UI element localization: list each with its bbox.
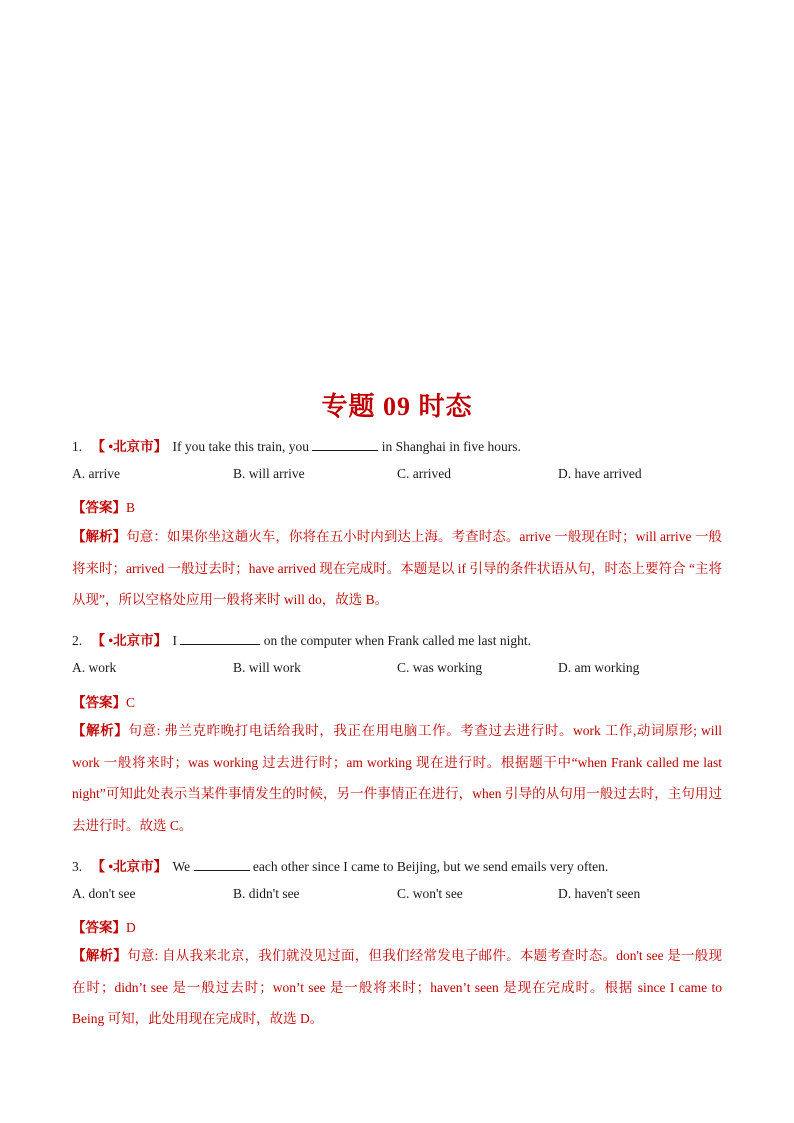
question-3-stem — [72, 855, 608, 875]
option-c: C. won't see — [397, 886, 463, 901]
question-text-after: on the computer when Frank called me last night. — [263, 633, 532, 648]
option-d: D. have arrived — [558, 466, 642, 481]
answer-blank — [180, 632, 260, 645]
answer-value: D — [126, 920, 136, 935]
option-b: B. will arrive — [233, 466, 305, 481]
question-source: 【 •北京市】 — [91, 859, 168, 874]
question-text-before: We — [172, 859, 191, 874]
answer-blank — [312, 438, 378, 451]
question-text-before: I — [172, 633, 177, 648]
answer-tag: 【答案】 — [72, 695, 126, 710]
question-1-analysis — [72, 521, 722, 616]
analysis-text: 句意：如果你坐这趟火车，你将在五小时内到达上海。考查时态。arrive 一般现在时；will arrive 一般将来时；arrived 一般过去时；have arrived 现在完成时。本题是以 if 引导的条件状语从句，时态上要符合 “主将从现”，所以空格处应用一般将来时 will do，故选 B。 — [72, 529, 723, 607]
answer-blank — [194, 858, 250, 871]
option-d: D. am working — [558, 660, 640, 675]
answer-value: C — [126, 695, 136, 710]
analysis-tag: 【解析】 — [72, 529, 127, 544]
analysis-tag: 【解析】 — [72, 948, 128, 963]
page-title: 专题 09 时态 — [321, 392, 473, 421]
question-3-analysis — [72, 940, 722, 1035]
option-a: A. don't see — [72, 886, 136, 901]
question-number: 1. — [72, 439, 83, 454]
analysis-tag: 【解析】 — [72, 723, 129, 738]
question-2-stem — [72, 629, 531, 649]
question-text-after: in Shanghai in five hours. — [381, 439, 521, 454]
question-text-before: If you take this train, you — [172, 439, 309, 454]
option-b: B. will work — [233, 660, 301, 675]
answer-tag: 【答案】 — [72, 500, 126, 515]
question-number: 3. — [72, 859, 83, 874]
question-2-analysis — [72, 715, 722, 841]
answer-value: B — [126, 500, 136, 515]
analysis-text: 句意: 弗兰克昨晚打电话给我时，我正在用电脑工作。考查过去进行时。work 工作,动词原形; will work 一般将来时；was working 过去进行时；am working 现在进行时。根据题干中“when Frank called me last night”可知此处表示当某件事情发生的时候，另一件事情正在进行，when 引导的从句用一般过去时，主句用过去进行时。故选 C。 — [72, 723, 723, 833]
answer-tag: 【答案】 — [72, 920, 126, 935]
option-c: C. arrived — [397, 466, 451, 481]
question-2-answer — [72, 691, 135, 711]
question-source: 【 •北京市】 — [91, 633, 168, 648]
question-number: 2. — [72, 633, 83, 648]
question-1-stem — [72, 435, 521, 455]
question-3-answer — [72, 916, 136, 936]
option-a: A. work — [72, 660, 117, 675]
option-d: D. haven't seen — [558, 886, 641, 901]
question-source: 【 •北京市】 — [91, 439, 168, 454]
question-1-answer — [72, 496, 135, 516]
analysis-text: 句意: 自从我来北京，我们就没见过面，但我们经常发电子邮件。本题考查时态。don't see 是一般现在时；didn’t see 是一般过去时；won’t see 是一般将来时；haven’t seen 是现在完成时。根据 since I came to Being 可知，此处用现在完成时，故选 D。 — [72, 948, 722, 1026]
option-c: C. was working — [397, 660, 483, 675]
option-b: B. didn't see — [233, 886, 300, 901]
option-a: A. arrive — [72, 466, 120, 481]
question-text-after: each other since I came to Beijing, but we send emails very often. — [252, 859, 609, 874]
